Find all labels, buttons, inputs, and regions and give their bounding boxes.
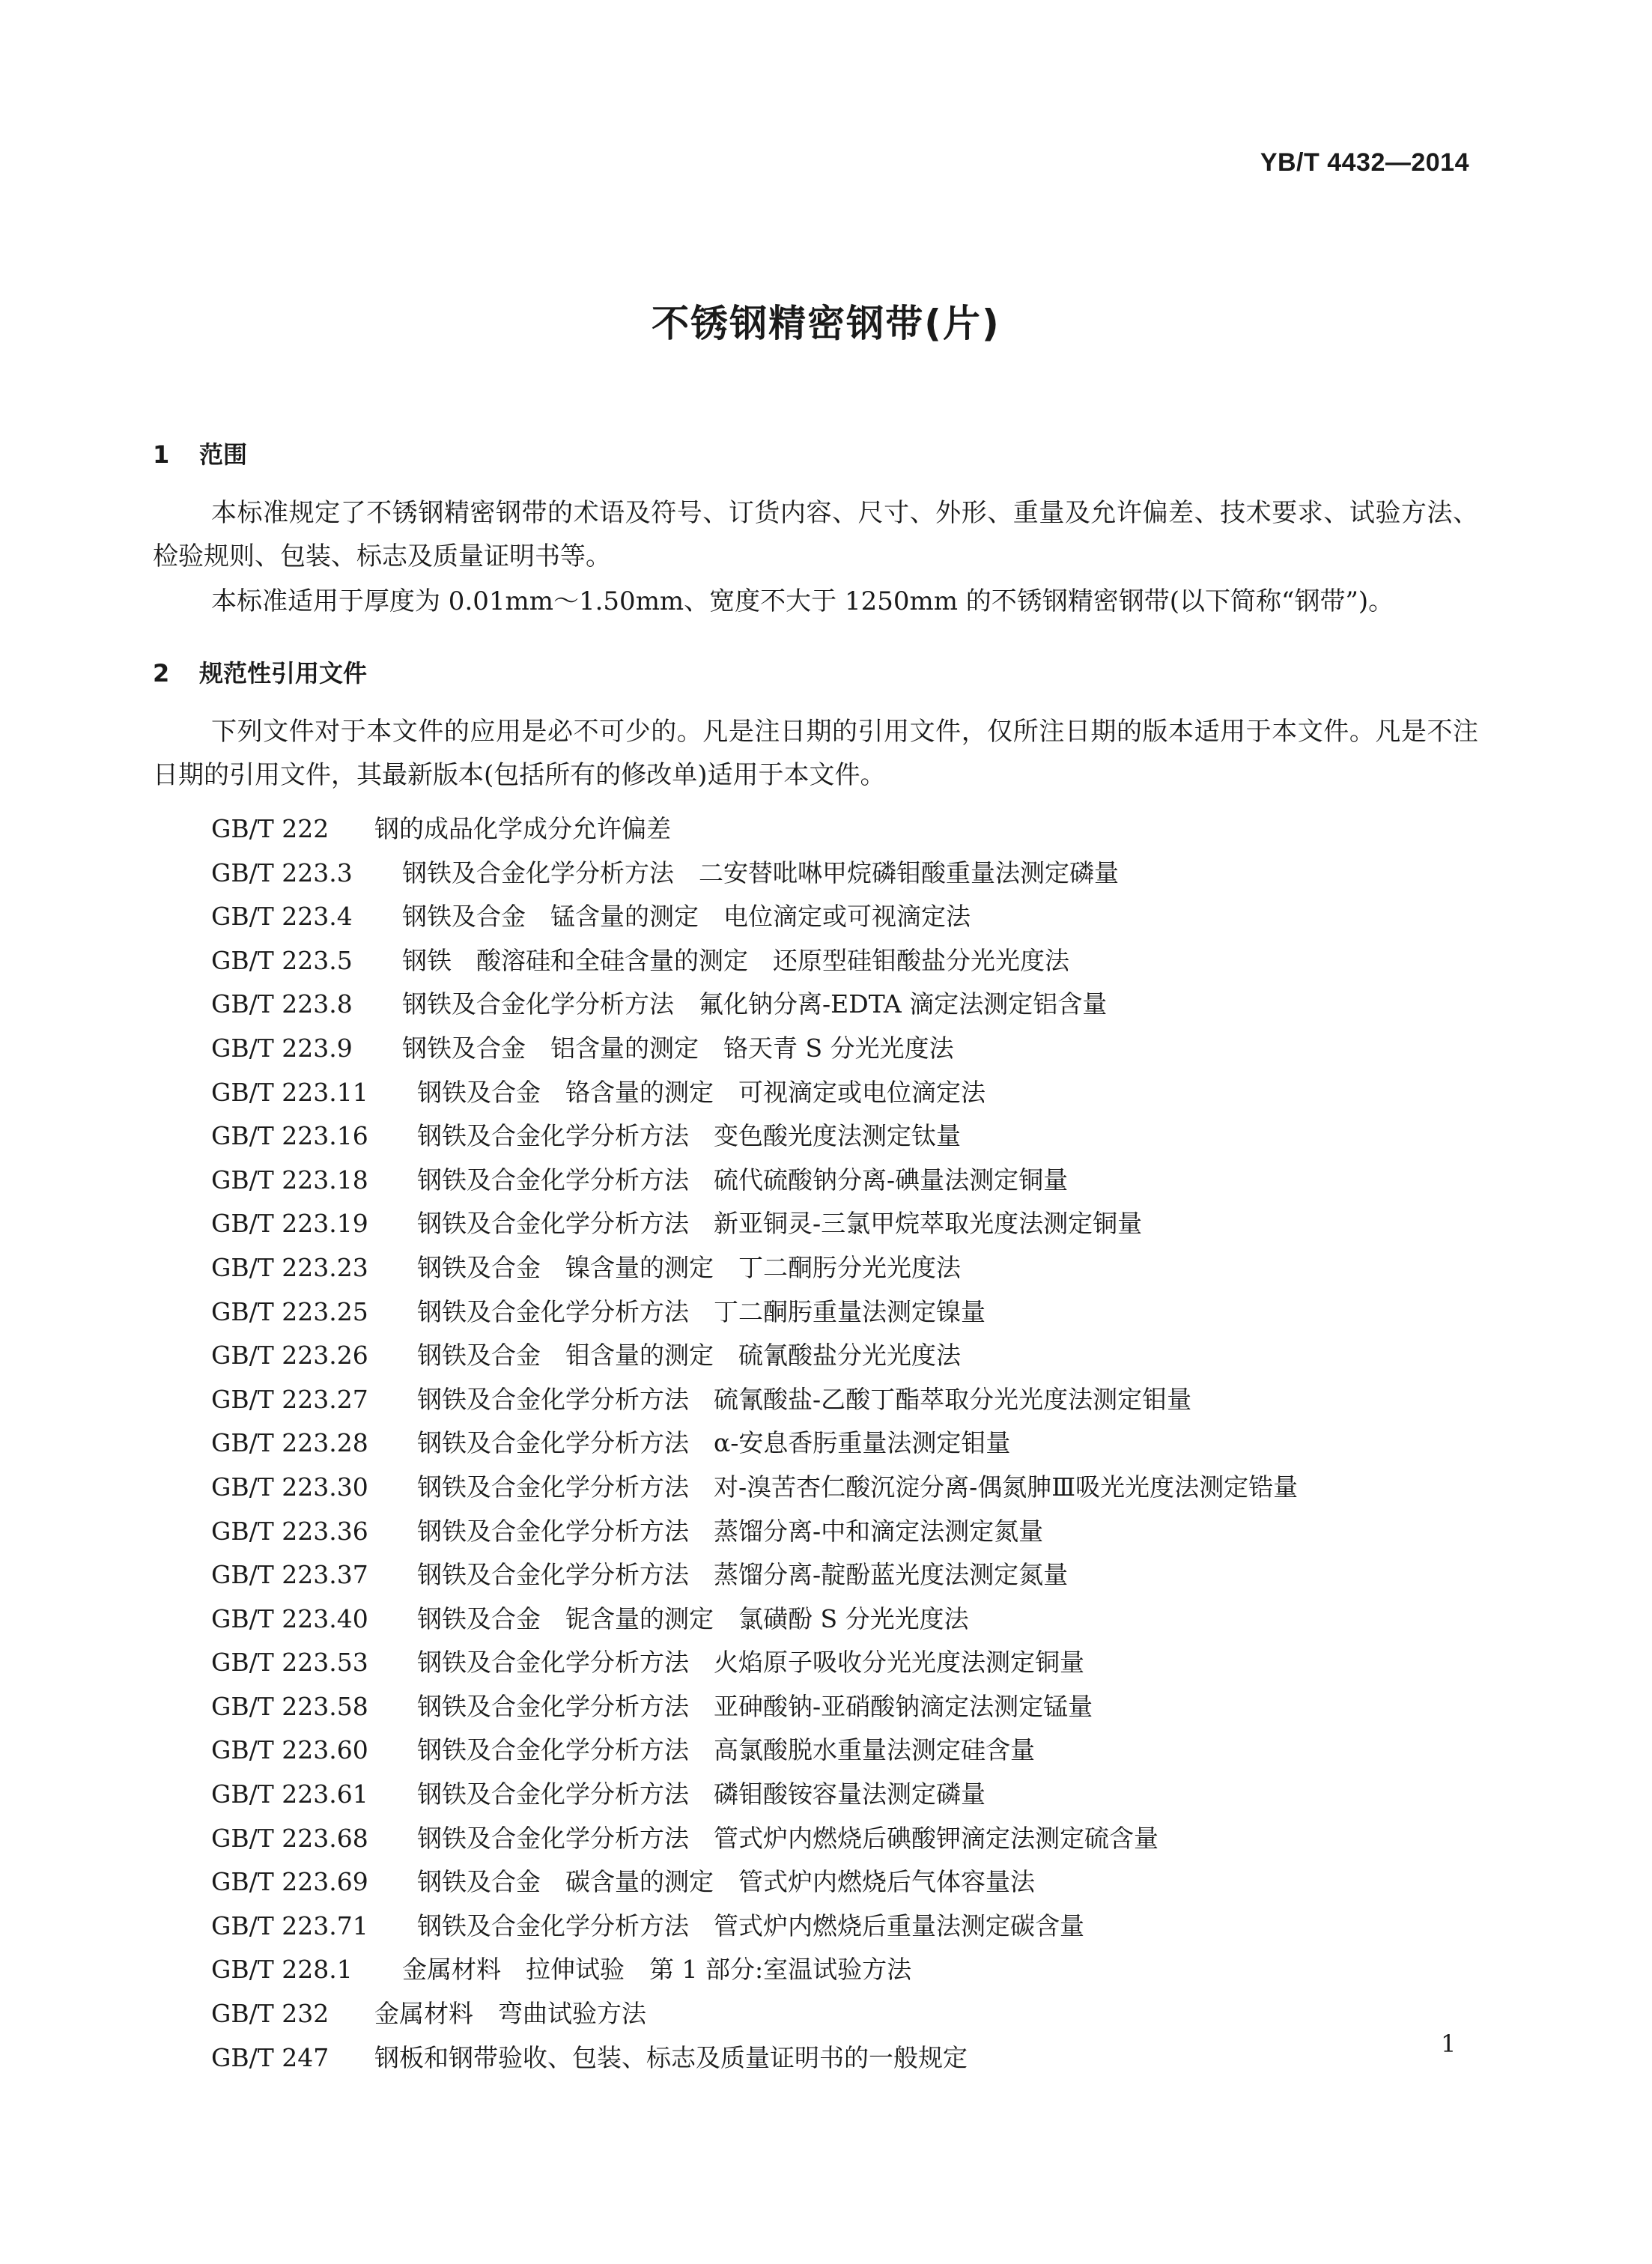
reference-item: [211, 1246, 1298, 1290]
reference-item: [211, 1992, 1298, 2036]
section-2-number: 2: [153, 659, 170, 688]
reference-title: 钢铁及合金 铬含量的测定 可视滴定或电位滴定法: [417, 1077, 986, 1107]
reference-item: [211, 895, 1298, 939]
reference-code: GB/T 223.23: [211, 1252, 368, 1282]
reference-title: 钢板和钢带验收、包装、标志及质量证明书的一般规定: [374, 2042, 968, 2072]
reference-title: 钢铁及合金化学分析方法 丁二酮肟重量法测定镍量: [417, 1296, 986, 1326]
reference-item: [211, 1553, 1298, 1597]
reference-title: 钢铁及合金化学分析方法 对-溴苦杏仁酸沉淀分离-偶氮胂Ⅲ吸光光度法测定锆量: [417, 1472, 1299, 1502]
reference-list: [211, 807, 1298, 2080]
reference-item: [211, 1027, 1298, 1071]
reference-code: GB/T 223.25: [211, 1296, 368, 1326]
reference-item: [211, 1421, 1298, 1466]
section-1-heading: [153, 436, 247, 470]
reference-title: 钢铁及合金 锰含量的测定 电位滴定或可视滴定法: [402, 902, 971, 932]
reference-title: 钢铁及合金 铌含量的测定 氯磺酚 S 分光光度法: [417, 1603, 969, 1633]
reference-item: [211, 1729, 1298, 1773]
reference-item: [211, 1860, 1298, 1905]
reference-item: [211, 1948, 1298, 1992]
section-2-heading: [153, 655, 367, 689]
reference-code: GB/T 228.1: [211, 1955, 353, 1985]
reference-code: GB/T 223.30: [211, 1472, 368, 1502]
reference-item: [211, 1334, 1298, 1378]
reference-code: GB/T 223.40: [211, 1603, 368, 1633]
section-2-intro: 下列文件对于本文件的应用是必不可少的。凡是注日期的引用文件，仅所注日期的版本适用于本文件。凡是不注日期的引用文件，其最新版本(包括所有的修改单)适用于本文件。: [153, 717, 1478, 790]
section-1-title: 范围: [199, 440, 248, 469]
reference-item: [211, 2036, 1298, 2081]
reference-item: [211, 852, 1298, 896]
reference-title: 钢铁及合金化学分析方法 二安替吡啉甲烷磷钼酸重量法测定磷量: [402, 858, 1119, 887]
reference-code: GB/T 223.11: [211, 1077, 368, 1107]
reference-item: [211, 1817, 1298, 1861]
section-1-number: 1: [153, 440, 170, 469]
section-1-paragraph-1: 本标准规定了不锈钢精密钢带的术语及符号、订货内容、尺寸、外形、重量及允许偏差、技术要求、试验方法、检验规则、包装、标志及质量证明书等。: [153, 498, 1478, 571]
reference-code: GB/T 223.8: [211, 989, 353, 1019]
reference-code: GB/T 232: [211, 1999, 330, 2029]
reference-item: [211, 983, 1298, 1027]
reference-title: 钢铁及合金化学分析方法 高氯酸脱水重量法测定硅含量: [417, 1735, 1035, 1765]
reference-title: 钢铁及合金化学分析方法 蒸馏分离-中和滴定法测定氮量: [417, 1516, 1044, 1546]
reference-title: 钢铁及合金化学分析方法 硫代硫酸钠分离-碘量法测定铜量: [417, 1165, 1069, 1195]
reference-code: GB/T 247: [211, 2042, 330, 2072]
reference-code: GB/T 223.71: [211, 1911, 368, 1940]
reference-code: GB/T 223.36: [211, 1516, 368, 1546]
reference-item: [211, 939, 1298, 983]
reference-code: GB/T 223.26: [211, 1341, 368, 1371]
reference-code: GB/T 223.69: [211, 1867, 368, 1897]
reference-item: [211, 1114, 1298, 1159]
reference-code: GB/T 223.58: [211, 1691, 368, 1721]
reference-item: [211, 1641, 1298, 1685]
reference-item: [211, 1466, 1298, 1510]
reference-code: GB/T 223.16: [211, 1121, 368, 1151]
section-1-paragraph-2: 本标准适用于厚度为 0.01mm～1.50mm、宽度不大于 1250mm 的不锈钢精密钢带(以下简称“钢带”)。: [211, 586, 1394, 616]
reference-title: 钢铁及合金化学分析方法 变色酸光度法测定钛量: [417, 1121, 961, 1151]
reference-title: 金属材料 拉伸试验 第 1 部分:室温试验方法: [402, 1955, 912, 1985]
reference-title: 金属材料 弯曲试验方法: [374, 1999, 646, 2029]
reference-code: GB/T 223.5: [211, 945, 353, 975]
reference-title: 钢铁及合金 钼含量的测定 硫氰酸盐分光光度法: [417, 1341, 961, 1371]
reference-title: 钢铁及合金 铝含量的测定 铬天青 S 分光光度法: [402, 1033, 954, 1063]
reference-code: GB/T 223.60: [211, 1735, 368, 1765]
reference-title: 钢铁及合金 镍含量的测定 丁二酮肟分光光度法: [417, 1252, 961, 1282]
reference-code: GB/T 223.53: [211, 1648, 368, 1678]
reference-item: [211, 1905, 1298, 1949]
reference-code: GB/T 223.19: [211, 1209, 368, 1239]
page-number: 1: [1441, 2030, 1457, 2058]
reference-title: 钢铁及合金化学分析方法 蒸馏分离-靛酚蓝光度法测定氮量: [417, 1560, 1069, 1590]
reference-title: 钢铁及合金 碳含量的测定 管式炉内燃烧后气体容量法: [417, 1867, 1035, 1897]
reference-item: [211, 1202, 1298, 1246]
reference-item: [211, 807, 1298, 852]
reference-item: [211, 1597, 1298, 1642]
reference-title: 钢铁及合金化学分析方法 亚砷酸钠-亚硝酸钠滴定法测定锰量: [417, 1691, 1093, 1721]
reference-item: [211, 1159, 1298, 1203]
reference-code: GB/T 223.18: [211, 1165, 368, 1195]
reference-code: GB/T 223.3: [211, 858, 353, 887]
reference-code: GB/T 223.61: [211, 1779, 368, 1809]
reference-code: GB/T 223.9: [211, 1033, 353, 1063]
reference-code: GB/T 223.27: [211, 1384, 368, 1414]
reference-title: 钢铁及合金化学分析方法 新亚铜灵-三氯甲烷萃取光度法测定铜量: [417, 1209, 1143, 1239]
reference-title: 钢铁 酸溶硅和全硅含量的测定 还原型硅钼酸盐分光光度法: [402, 945, 1069, 975]
reference-item: [211, 1685, 1298, 1729]
reference-title: 钢铁及合金化学分析方法 硫氰酸盐-乙酸丁酯萃取分光光度法测定钼量: [417, 1384, 1192, 1414]
reference-code: GB/T 222: [211, 814, 330, 843]
reference-item: [211, 1290, 1298, 1335]
reference-title: 钢铁及合金化学分析方法 火焰原子吸收分光光度法测定铜量: [417, 1648, 1084, 1678]
document-title: 不锈钢精密钢带(片): [652, 302, 1000, 345]
reference-code: GB/T 223.4: [211, 902, 353, 932]
reference-title: 钢铁及合金化学分析方法 α-安息香肟重量法测定钼量: [417, 1428, 1011, 1458]
reference-title: 钢的成品化学成分允许偏差: [374, 814, 671, 843]
reference-item: [211, 1773, 1298, 1817]
standard-number: YB/T 4432—2014: [1260, 148, 1469, 177]
reference-title: 钢铁及合金化学分析方法 磷钼酸铵容量法测定磷量: [417, 1779, 986, 1809]
reference-title: 钢铁及合金化学分析方法 氟化钠分离-EDTA 滴定法测定铝含量: [402, 989, 1108, 1019]
reference-code: GB/T 223.37: [211, 1560, 368, 1590]
reference-code: GB/T 223.28: [211, 1428, 368, 1458]
reference-title: 钢铁及合金化学分析方法 管式炉内燃烧后重量法测定碳含量: [417, 1911, 1084, 1940]
section-2-title: 规范性引用文件: [199, 659, 368, 688]
reference-title: 钢铁及合金化学分析方法 管式炉内燃烧后碘酸钾滴定法测定硫含量: [417, 1823, 1158, 1853]
reference-item: [211, 1378, 1298, 1422]
reference-item: [211, 1071, 1298, 1115]
reference-code: GB/T 223.68: [211, 1823, 368, 1853]
reference-item: [211, 1510, 1298, 1554]
